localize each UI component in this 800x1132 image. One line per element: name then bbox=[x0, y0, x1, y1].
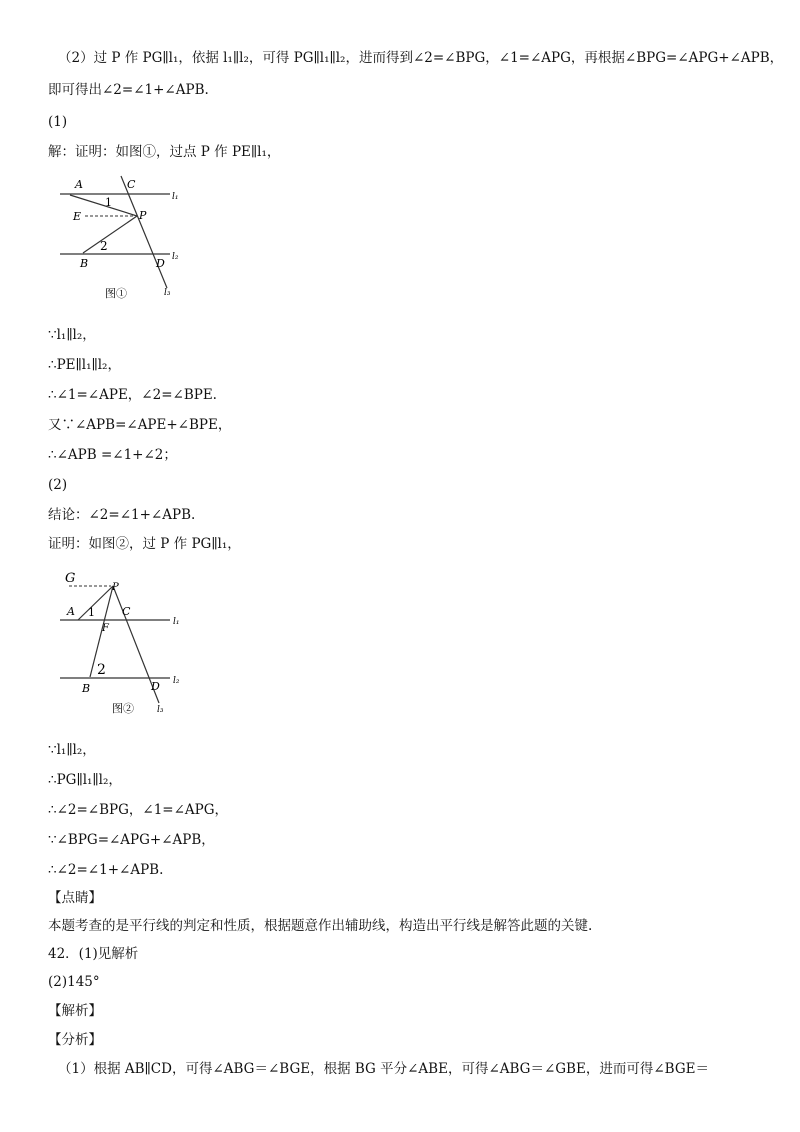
fig1-label-l1: l₁ bbox=[172, 192, 179, 202]
fig1-caption: 图① bbox=[105, 287, 127, 300]
figure-2 bbox=[55, 568, 195, 718]
fig1-label-e: E bbox=[73, 210, 82, 223]
fig1-label-l2: l₂ bbox=[172, 252, 179, 262]
fig1-label-l3: l₃ bbox=[164, 288, 171, 298]
fig1-label-angle-1: 1 bbox=[105, 196, 112, 209]
fig2-label-d: D bbox=[151, 680, 160, 693]
fig1-label-a: A bbox=[75, 178, 83, 191]
proof-1-step-3: ∴∠1=∠APE，∠2=∠BPE. bbox=[48, 387, 217, 403]
proof-1-step-5: ∴∠APB =∠1+∠2； bbox=[48, 447, 177, 463]
fig1-label-b: B bbox=[80, 257, 89, 270]
fig2-label-l2: l₂ bbox=[173, 676, 180, 686]
question-42-part2: (2)145° bbox=[48, 974, 100, 990]
analysis-heading: 【分析】 bbox=[48, 1032, 102, 1048]
fig2-label-c: C bbox=[122, 605, 131, 618]
proof-1-step-1: ∵l₁∥l₂， bbox=[48, 327, 96, 343]
analysis-conclusion: 即可得出∠2=∠1+∠APB. bbox=[48, 82, 209, 98]
fig2-label-angle-2: 2 bbox=[97, 662, 106, 678]
segment-bp bbox=[83, 216, 137, 253]
proof-2-step-2: ∴PG∥l₁∥l₂， bbox=[48, 772, 122, 788]
fig2-label-f: F bbox=[102, 623, 109, 634]
proof-1-step-4: 又∵∠APB=∠APE+∠BPE， bbox=[48, 417, 232, 433]
fig2-label-a: A bbox=[67, 605, 75, 618]
question-42-part1: 42．(1)见解析 bbox=[48, 946, 139, 962]
fig2-label-l1: l₁ bbox=[173, 617, 180, 627]
part-2-label: (2) bbox=[48, 477, 68, 493]
fig2-label-l3: l₃ bbox=[157, 705, 164, 715]
proof-1-intro: 解：证明：如图①，过点 P 作 PE∥l₁， bbox=[48, 144, 281, 160]
conclusion-2: 结论：∠2=∠1+∠APB. bbox=[48, 507, 196, 523]
analysis-part2: （2）过 P 作 PG∥l₁，依据 l₁∥l₂，可得 PG∥l₁∥l₂，进而得到∠2=∠BPG，∠1=∠APG，再根据∠BPG=∠APG+∠APB， bbox=[58, 50, 784, 66]
fig1-label-p: P bbox=[139, 209, 147, 222]
proof-2-intro: 证明：如图②，过 P 作 PG∥l₁， bbox=[48, 536, 241, 552]
part-1-label: (1) bbox=[48, 114, 68, 130]
figure-1 bbox=[55, 170, 195, 305]
fig2-label-g: G bbox=[65, 571, 76, 586]
fig1-label-c: C bbox=[127, 178, 136, 191]
fig1-label-d: D bbox=[156, 257, 165, 270]
segment-ap bbox=[78, 586, 113, 620]
proof-2-step-5: ∴∠2=∠1+∠APB. bbox=[48, 862, 164, 878]
fig2-label-p: P bbox=[112, 582, 119, 593]
fig2-caption: 图② bbox=[112, 702, 134, 715]
fig2-label-angle-1: 1 bbox=[88, 606, 95, 619]
comment-heading: 【点睛】 bbox=[48, 890, 102, 906]
fig1-label-angle-2: 2 bbox=[100, 239, 108, 253]
analysis-part1: （1）根据 AB∥CD，可得∠ABG＝∠BGE，根据 BG 平分∠ABE，可得∠ABG＝∠GBE，进而可得∠BGE＝ bbox=[58, 1061, 709, 1077]
line-l3 bbox=[121, 176, 167, 288]
solution-heading: 【解析】 bbox=[48, 1003, 102, 1019]
proof-2-step-1: ∵l₁∥l₂， bbox=[48, 742, 96, 758]
comment-text: 本题考查的是平行线的判定和性质，根据题意作出辅助线，构造出平行线是解答此题的关键. bbox=[48, 918, 593, 934]
fig2-label-b: B bbox=[82, 682, 91, 695]
proof-2-step-3: ∴∠2=∠BPG，∠1=∠APG， bbox=[48, 802, 229, 818]
proof-2-step-4: ∵∠BPG=∠APG+∠APB， bbox=[48, 832, 215, 848]
proof-1-step-2: ∴PE∥l₁∥l₂， bbox=[48, 357, 121, 373]
